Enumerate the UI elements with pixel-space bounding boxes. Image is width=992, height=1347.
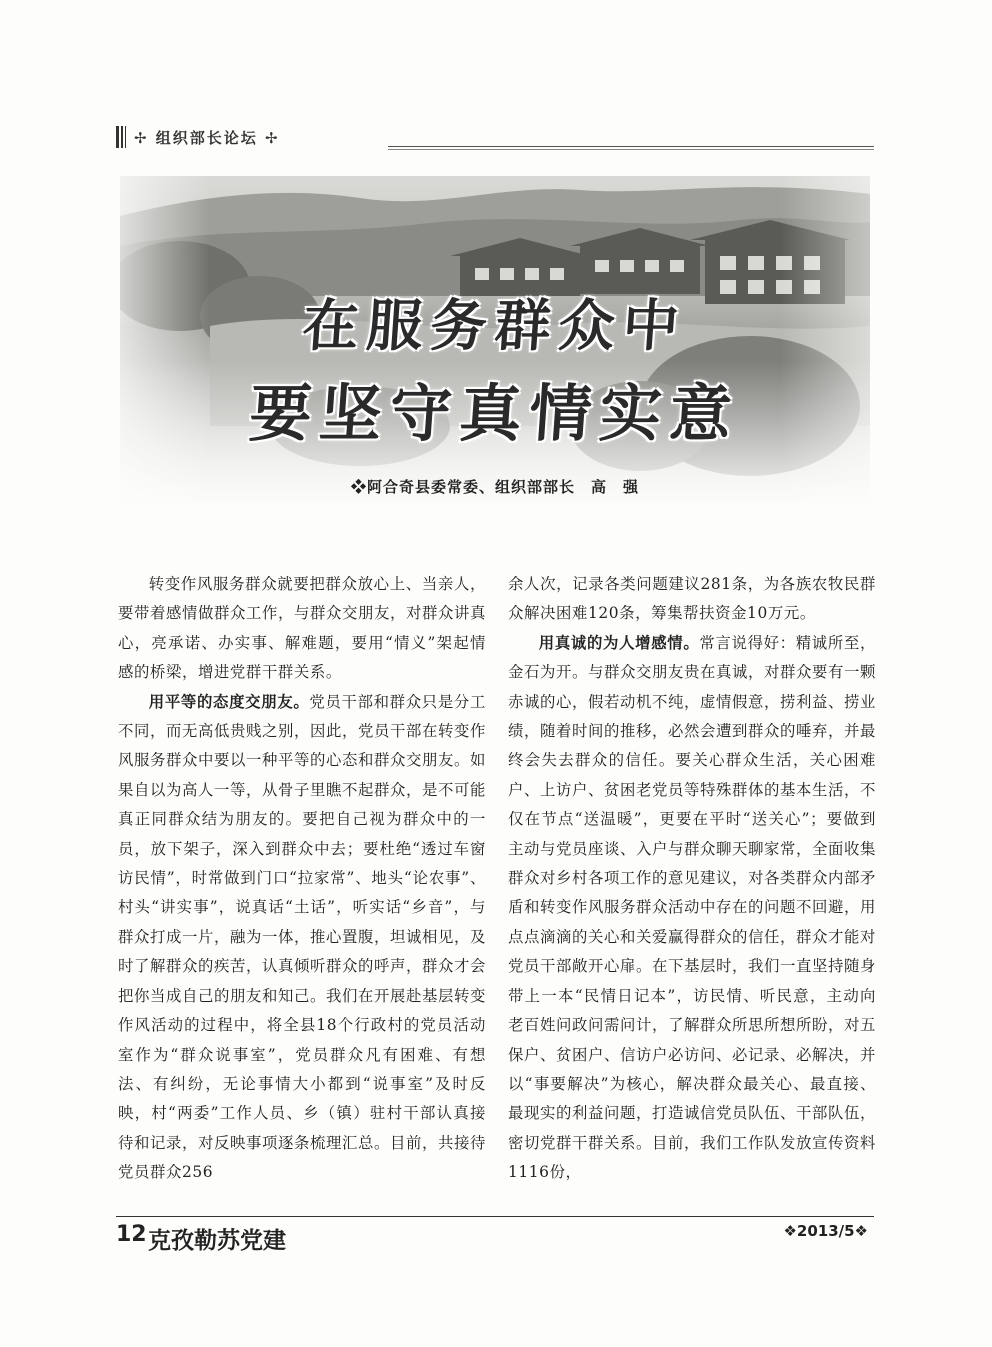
header-rule-secondary	[388, 149, 874, 150]
paragraph-continued	[508, 570, 876, 629]
section-header	[116, 124, 874, 152]
issue-label: ❖2013/5❖	[783, 1222, 868, 1240]
section-label: ✢ 组织部长论坛 ✢	[134, 129, 280, 147]
magazine-name: 克孜勒苏党建	[148, 1227, 286, 1254]
paragraph-text: 余人次，记录各类问题建议281条，为各族农牧民群众解决困难120条，筹集帮扶资金10万元。	[508, 575, 876, 623]
paragraph	[118, 688, 486, 1188]
article-title-line2: 要坚守真情实意	[247, 377, 743, 450]
header-rule	[388, 146, 874, 147]
header-bars-icon	[116, 126, 128, 148]
paragraph	[508, 629, 876, 1188]
paragraph-text: 转变作风服务群众就要把群众放心上、当亲人，要带着感情做群众工作，与群众交朋友，对群众讲真心，亮承诺、办实事、解难题，要用“情义”架起情感的桥梁，增进党群干群关系。	[118, 575, 486, 682]
paragraph-text: 党员干部和群众只是分工不同，而无高低贵贱之别，因此，党员干部在转变作风服务群众中要以一种平等的心态和群众交朋友。如果自以为高人一等，从骨子里瞧不起群众，是不可能真正同群众结为朋友的。要把自己视为群众中的一员，放下架子，深入到群众中去；要杜绝“透过车窗访民情”，时常做到门口“拉家常”、地头“论农事”、村头“讲实事”，说真话“土话”，听实话“乡音”，与群众打成一片，融为一体，推心置腹，坦诚相见，及时了解群众的疾苦，认真倾听群众的呼声，群众才会把你当成自己的朋友和知己。我们在开展赴基层转变作风活动的过程中，将全县18个行政村的党员活动室作为“群众说事室”，党员群众凡有困难、有想法、有纠纷，无论事情大小都到“说事室”及时反映，村“两委”工作人员、乡（镇）驻村干部认真接待和记录，对反映事项逐条梳理汇总。目前，共接待党员群众256	[118, 692, 486, 1182]
author-byline: ❖阿合奇县委常委、组织部部长 高 强	[350, 478, 639, 496]
footer-rule	[116, 1216, 874, 1217]
paragraph-lead: 用真诚的为人增感情。	[538, 633, 700, 652]
page-number: 12	[116, 1222, 147, 1247]
article-column-left	[118, 570, 486, 1188]
article-column-right	[508, 570, 876, 1188]
paragraph-lead: 用平等的态度交朋友。	[148, 692, 310, 711]
hero-banner	[120, 176, 870, 512]
paragraph-text: 常言说得好：精诚所至，金石为开。与群众交朋友贵在真诚，对群众要有一颗赤诚的心，假若动机不纯，虚情假意，捞利益、捞业绩，随着时间的推移，必然会遭到群众的唾弃，并最终会失去群众的信任。要关心群众生活，关心困难户、上访户、贫困老党员等特殊群体的基本生活，不仅在节点“送温暖”，更要在平时“送关心”；要做到主动与党员座谈、入户与群众聊天聊家常，全面收集群众对乡村各项工作的意见建议，对各类群众内部矛盾和转变作风服务群众活动中存在的问题不回避，用点点滴滴的关心和关爱赢得群众的信任，群众才能对党员干部敞开心扉。在下基层时，我们一直坚持随身带上一本“民情日记本”，访民情、听民意，主动向老百姓问政问需问计，了解群众所思所想所盼，对五保户、贫困户、信访户必访问、必记录、必解决，并以“事要解决”为核心，解决群众最关心、最直接、最现实的利益问题，打造诚信党员队伍、干部队伍，密切党群干群关系。目前，我们工作队发放宣传资料1116份，	[508, 633, 876, 1182]
paragraph	[118, 570, 486, 688]
page-footer	[116, 1216, 874, 1254]
article-title-line1: 在服务群众中	[300, 294, 689, 359]
